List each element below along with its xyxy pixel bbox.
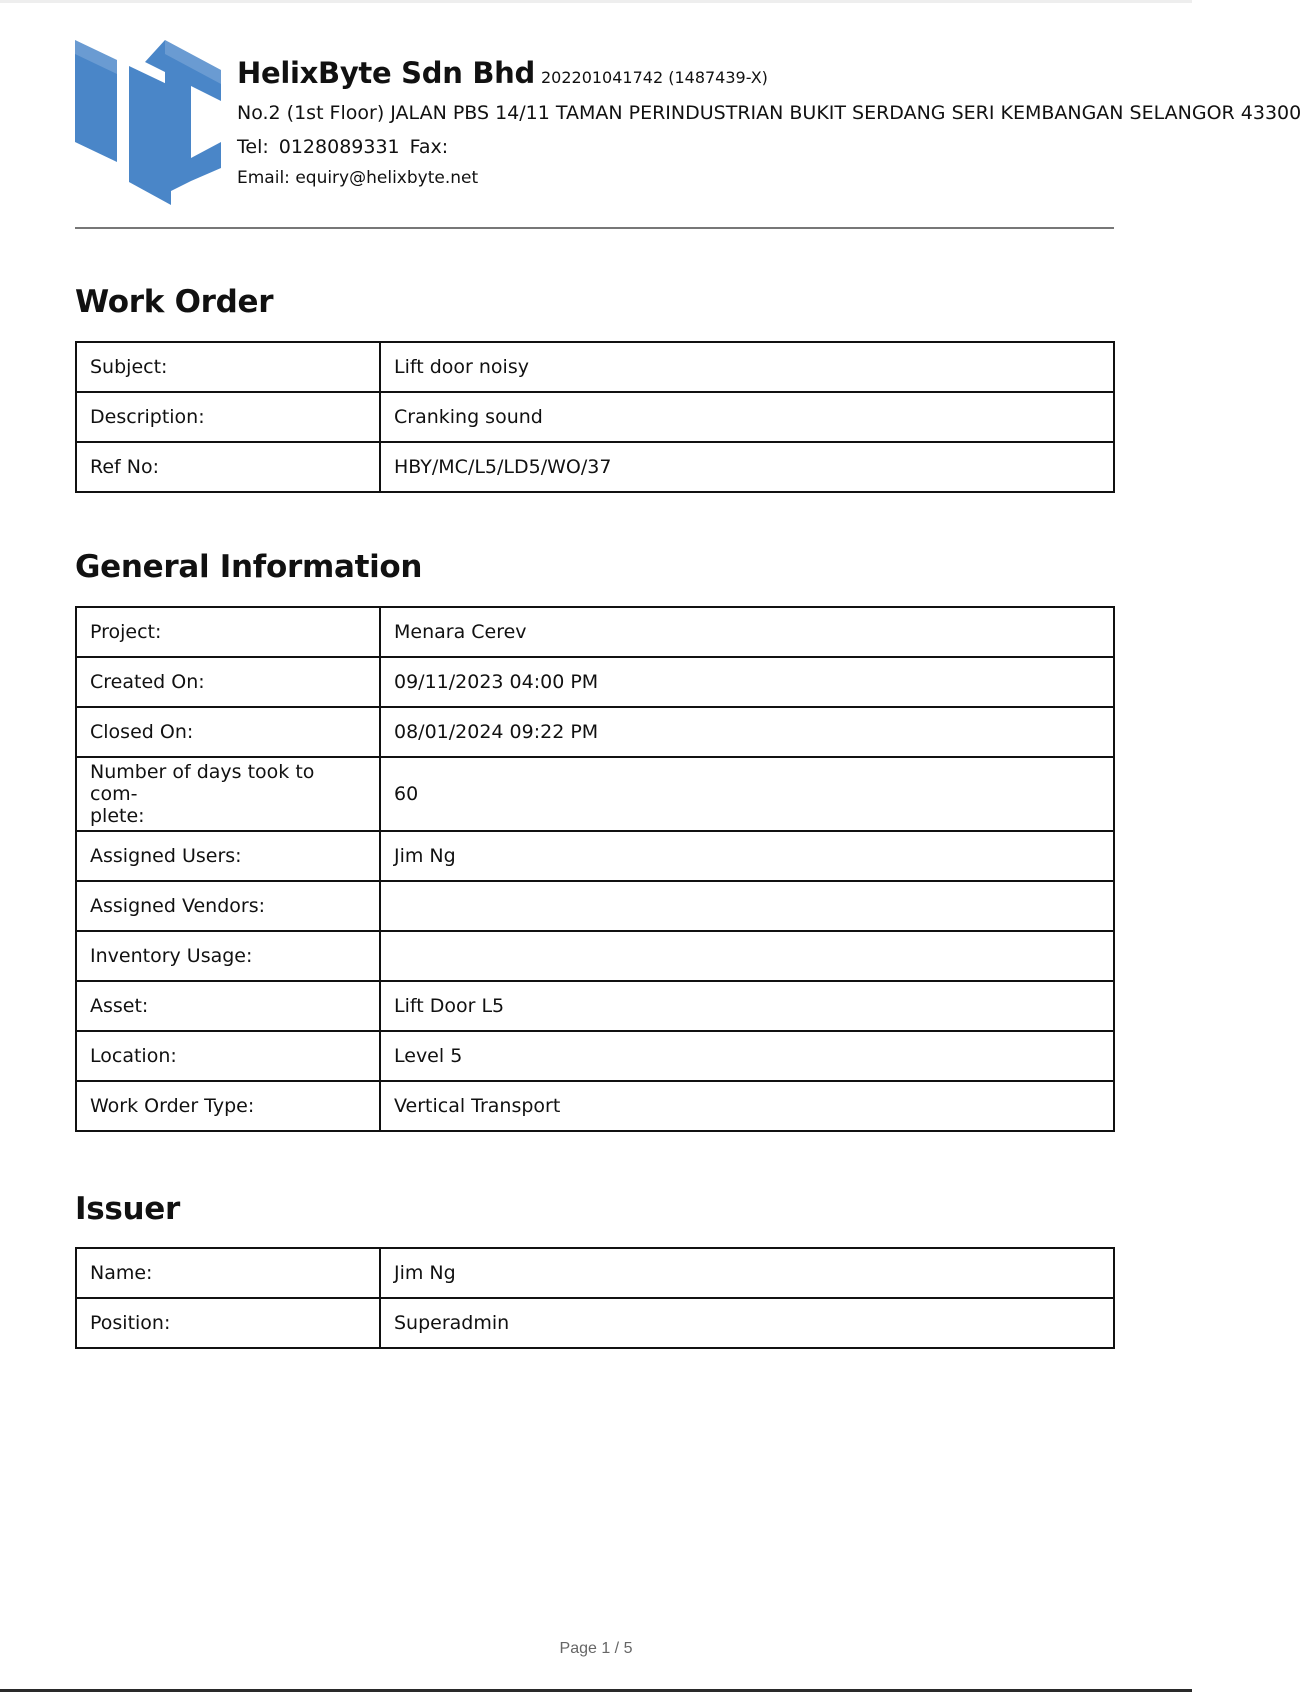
row-value: Vertical Transport <box>380 1081 1114 1131</box>
row-label: Created On: <box>76 657 380 707</box>
row-label: Assigned Vendors: <box>76 881 380 931</box>
row-value: 08/01/2024 09:22 PM <box>380 707 1114 757</box>
email-label: Email: <box>237 168 290 188</box>
row-label: Asset: <box>76 981 380 1031</box>
row-value <box>380 931 1114 981</box>
row-label: Subject: <box>76 342 380 392</box>
company-address: No.2 (1st Floor) JALAN PBS 14/11 TAMAN PERINDUSTRIAN BUKIT SERDANG SERI KEMBANGAN SELANGOR 43300 <box>237 102 1301 124</box>
table-row <box>76 657 1114 707</box>
company-email <box>237 168 478 188</box>
row-value: Cranking sound <box>380 392 1114 442</box>
document-header <box>75 40 1301 206</box>
row-label: Closed On: <box>76 707 380 757</box>
row-value <box>380 881 1114 931</box>
row-value: 60 <box>380 757 1114 831</box>
tel-label: Tel: <box>237 136 269 158</box>
row-label: Description: <box>76 392 380 442</box>
row-value: Level 5 <box>380 1031 1114 1081</box>
table-row <box>76 1081 1114 1131</box>
row-label: Assigned Users: <box>76 831 380 881</box>
table-row <box>76 707 1114 757</box>
row-value: Superadmin <box>380 1298 1114 1348</box>
tel-value: 0128089331 <box>278 136 400 158</box>
table-row <box>76 342 1114 392</box>
row-label: Inventory Usage: <box>76 931 380 981</box>
table-row <box>76 1248 1114 1298</box>
row-label: Name: <box>76 1248 380 1298</box>
row-value: Jim Ng <box>380 831 1114 881</box>
table-row <box>76 1298 1114 1348</box>
company-logo-icon <box>75 40 235 205</box>
row-label: Position: <box>76 1298 380 1348</box>
row-label: Work Order Type: <box>76 1081 380 1131</box>
row-value: HBY/MC/L5/LD5/WO/37 <box>380 442 1114 492</box>
row-value: Jim Ng <box>380 1248 1114 1298</box>
general-information-title: General Information <box>75 549 423 585</box>
table-row <box>76 607 1114 657</box>
table-row <box>76 981 1114 1031</box>
table-row <box>76 831 1114 881</box>
table-row <box>76 881 1114 931</box>
row-label: Number of days took to com- plete: <box>76 757 380 831</box>
company-heading <box>237 56 768 90</box>
table-row <box>76 1031 1114 1081</box>
table-row <box>76 442 1114 492</box>
fax-label: Fax: <box>409 136 449 158</box>
row-value: Lift door noisy <box>380 342 1114 392</box>
email-value: equiry@helixbyte.net <box>295 168 479 188</box>
row-value: 09/11/2023 04:00 PM <box>380 657 1114 707</box>
row-label: Location: <box>76 1031 380 1081</box>
company-contact <box>237 136 448 158</box>
page-number: Page 1 / 5 <box>559 1640 633 1657</box>
row-value: Menara Cerev <box>380 607 1114 657</box>
row-label: Project: <box>76 607 380 657</box>
work-order-table <box>75 341 1115 493</box>
company-registration: 202201041742 (1487439-X) <box>540 68 768 87</box>
issuer-table <box>75 1247 1115 1349</box>
header-divider <box>75 227 1114 229</box>
page-top-shade <box>0 0 1192 3</box>
row-value: Lift Door L5 <box>380 981 1114 1031</box>
company-name: HelixByte Sdn Bhd <box>237 56 535 90</box>
table-row <box>76 931 1114 981</box>
work-order-title: Work Order <box>75 284 274 320</box>
row-label: Ref No: <box>76 442 380 492</box>
table-row <box>76 392 1114 442</box>
general-information-table <box>75 606 1115 1132</box>
table-row <box>76 757 1114 831</box>
issuer-title: Issuer <box>75 1191 181 1227</box>
